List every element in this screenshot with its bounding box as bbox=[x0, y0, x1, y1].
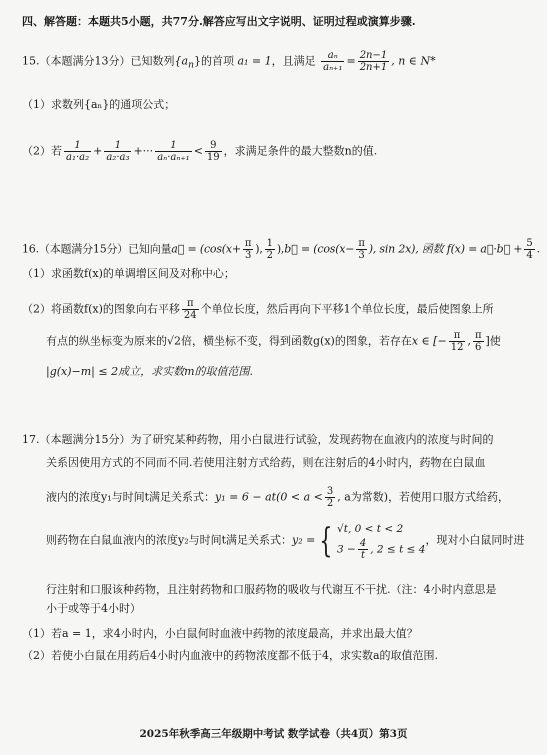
q17-line5: 行注射和口服该种药物，且注射药物和口服药物的吸收与代谢互不干扰.（注：4小时内意思是 bbox=[46, 583, 497, 596]
q16-statement: 16.（本题满分15分）已知向量a⃗ = (cos(x+ $\frac{\pi}{3}$ ), $\frac{1}{2}$ ),b⃗ = (cos(x− $\frac{\pi}{3}$ ), sin 2x), 函数 f(x) = a⃗·b⃗ + $\frac{5}{4}$ . bbox=[22, 238, 540, 261]
q15-ratio-fraction: $\frac{\text{aₙ}}{\text{aₙ₊₁}}$ bbox=[323, 50, 343, 73]
page-footer: 2025年秋季高三年级期中考试 数学试卷（共4页）第3页 bbox=[139, 728, 408, 740]
q16-shift-fraction: $\frac{\pi}{24}$ bbox=[183, 298, 197, 321]
q17-line3: 液内的浓度y₁与时间t满足关系式：y₁ = 6 − at(0 < a < $\frac{3}{2}$ , a为常数)，若使用口服方式给药， bbox=[46, 486, 510, 509]
q15-bound-fraction: $\frac{9}{19}$ bbox=[206, 140, 220, 163]
q16-five-quarters: $\frac{5}{4}$ bbox=[526, 238, 533, 261]
q17-part1: （1）若a = 1，求4小时内，小白鼠何时血液中药物的浓度最高，并求出最大值？ bbox=[22, 627, 418, 640]
q17-line2: 关系因使用方式的不同而不同.若使用注射方式给药，则在注射后的4小时内，药物在白鼠血 bbox=[46, 456, 486, 469]
q15-intro: 15.（本题满分13分）已知数列 bbox=[22, 54, 175, 68]
q17-line1: 17.（本题满分15分）为了研究某种药物，用小白鼠进行试验，发现药物在血液内的浓度与时间的 bbox=[22, 433, 494, 446]
q17-injection-formula: y₁ = 6 − at(0 < a < bbox=[215, 490, 323, 504]
q16-part1: （1）求函数f(x)的单调增区间及对称中心； bbox=[22, 267, 235, 280]
q16-interval-left: $\frac{\pi}{12}$ bbox=[450, 330, 464, 353]
q16-interval-right: $\frac{\pi}{6}$ bbox=[474, 330, 482, 353]
piecewise-brace-icon: { bbox=[319, 520, 333, 561]
section-heading: 四、解答题：本题共5小题，共77分.解答应写出文字说明、证明过程或演算步骤. bbox=[22, 15, 416, 28]
q16-part2-line3: |g(x)−m| ≤ 2成立，求实数m的取值范围. bbox=[46, 365, 254, 378]
q16-pi-over-3-b: $\frac{\pi}{3}$ bbox=[358, 238, 365, 261]
q17-part2: （2）若使小白鼠在用药后4小时内血液中的药物浓度都不低于4，求实数a的取值范围. bbox=[22, 649, 439, 662]
q15-first-term: a₁ = 1 bbox=[237, 54, 272, 68]
q16-part2-line2: 有点的纵坐标变为原来的√2倍，横坐标不变，得到函数g(x)的图象，若存在x ∈ [− $\frac{\pi}{12}$ , $\frac{\pi}{6}$ ]使 bbox=[46, 330, 501, 353]
q15-part1: （1）求数列{aₙ}的通项公式； bbox=[22, 98, 176, 111]
q15-part2: （2）若 $\frac{1}{\text{a₁·a₂}}$ + $\frac{1}{\text{a₂·a₃}}$ +··· $\frac{1}{\text{aₙ·aₙ₊₁}}$ < $\frac{9}{19}$ ，求满足条件的最大整数n的值. bbox=[22, 140, 378, 163]
q17-piecewise-cases: √t, 0 < t < 2 3 − $\frac{4}{t}$ , 2 ≤ t ≤ 4 bbox=[337, 523, 426, 561]
q17-four-over-t: $\frac{4}{t}$ bbox=[359, 538, 367, 561]
q15-sum-term3: $\frac{1}{\text{aₙ·aₙ₊₁}}$ bbox=[157, 140, 190, 163]
q16-part2-line1: （2）将函数f(x)的图象向右平移 $\frac{\pi}{24}$ 个单位长度，然后再向下平移1个单位长度，最后使图象上所 bbox=[22, 298, 494, 321]
q15-sum-term2: $\frac{1}{\text{a₂·a₃}}$ bbox=[106, 140, 130, 163]
q17-line6: 小于或等于4小时） bbox=[46, 602, 141, 615]
q16-one-half: $\frac{1}{2}$ bbox=[266, 238, 273, 261]
q15-sum-term1: $\frac{1}{\text{a₁·a₂}}$ bbox=[66, 140, 90, 163]
q17-line4: 则药物在白鼠血液内的浓度y₂与时间t满足关系式：y₂ = { √t, 0 < t < 2 3 − $\frac{4}{t}$ , 2 ≤ t ≤ 4 ，现对小白鼠同时进 bbox=[46, 520, 525, 561]
q15-rhs-fraction: $\frac{2n-1}{2n+1}$ bbox=[359, 50, 388, 73]
q15-statement: 15.（本题满分13分）已知数列$\{a_n\}$的首项 a₁ = 1，且满足 $\frac{\text{aₙ}}{\text{aₙ₊₁}}$ = $\frac{2n-1}{2n+1}$ , n ∈ N* bbox=[22, 50, 436, 73]
q17-three-halves: $\frac{3}{2}$ bbox=[326, 486, 334, 509]
q16-pi-over-3: $\frac{\pi}{3}$ bbox=[244, 238, 252, 261]
